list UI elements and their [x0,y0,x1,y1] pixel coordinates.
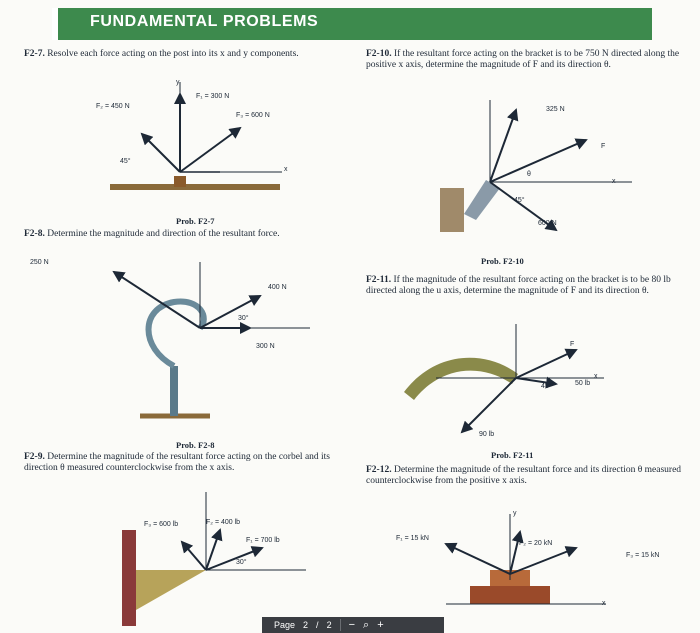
corbel [136,570,206,610]
section-header [52,8,652,40]
page-total: 2 [326,620,332,630]
label-400: 400 N [268,284,287,291]
force-f3-arrow [180,128,240,172]
label-f2: F₂ = 450 N [96,103,130,110]
wall [122,530,136,626]
force-f2-arrow [142,134,180,172]
force-f2-arrow [510,532,520,574]
pdf-page-toolbar [262,617,444,633]
problem-number: F2-10. [366,49,392,59]
force-f-arrow [516,350,576,378]
force-90-arrow [462,378,516,432]
label-f: F [570,341,575,348]
zoom-in-button[interactable]: + [377,619,384,631]
base-block [470,586,550,604]
problem-f2-12-statement [366,465,688,487]
force-f3-arrow [510,548,576,574]
caption-f2-8: Prob. F2-8 [176,440,215,450]
figure-f2-12 [406,510,646,618]
label-300: 300 N [256,343,275,350]
force-f-arrow [490,140,586,182]
label-f1: F₁ = 300 N [196,93,230,100]
problem-f2-8-statement [24,229,344,240]
label-f2: F₂ = 20 kN [519,540,553,547]
post [174,176,186,187]
problem-number: F2-7. [24,49,45,59]
label-angle: 45° [541,383,552,390]
label-90: 90 lb [479,431,495,438]
figure-f2-8 [100,258,330,426]
label-angle: 30° [236,559,247,566]
label-f1: F₁ = 15 kN [396,535,429,542]
section-title: FUNDAMENTAL PROBLEMS [90,13,319,30]
problem-f2-7-statement [24,49,344,60]
problem-number: F2-12. [366,465,392,475]
label-f1: F₁ = 700 lb [246,537,280,544]
problem-number: F2-9. [24,452,45,462]
label-y: y [176,79,180,86]
force-f3-arrow [182,542,206,570]
hook-shaft [170,366,178,416]
label-x: x [594,373,598,380]
toolbar-divider [340,619,341,631]
force-325-arrow [490,110,516,182]
label-250: 250 N [30,259,49,266]
label-angle: 45° [120,158,131,165]
label-f3: F₃ = 15 kN [626,552,660,559]
problem-f2-11-statement [366,275,688,297]
hook-curve [149,301,204,366]
problem-text: If the resultant force acting on the bracket is to be 750 N directed along the positive x axis, determine the magnitude of F and its direction θ. [366,49,680,70]
header-tab-marker [52,8,58,40]
force-f2-arrow [206,530,220,570]
problem-text: Determine the magnitude of the resultant force and its direction θ measured counterclockwise from the positive x axis. [366,465,682,486]
zoom-out-button[interactable]: − [348,619,356,631]
page-label: Page [274,620,296,630]
problem-text: Resolve each force acting on the post into its x and y components. [47,49,299,59]
label-f3: F₃ = 600 lb [144,521,179,528]
label-y: y [513,510,517,517]
support-plate [440,188,464,232]
problem-number: F2-8. [24,229,45,239]
label-theta: θ [527,171,531,178]
problem-text: Determine the magnitude of the resultant force acting on the corbel and its direction θ measured counterclockwise from the x axis. [24,452,331,473]
problem-number: F2-11. [366,275,392,285]
label-600: 600 N [538,220,557,227]
label-angle: 30° [238,315,249,322]
page-current[interactable]: 2 [303,620,309,630]
label-x: x [284,166,288,173]
page-separator: / [316,620,319,630]
force-f1-arrow [206,548,262,570]
problem-text: If the magnitude of the resultant force acting on the bracket is to be 80 lb directed along the u axis, determine the magnitude of F and its direction θ. [366,275,671,296]
force-f1-arrow [446,544,510,574]
label-325: 325 N [546,106,565,113]
label-angle: 45° [514,197,525,204]
label-f: F [601,143,606,150]
figure-f2-9 [116,486,316,626]
problem-f2-9-statement [24,452,346,474]
label-50: 50 lb [575,380,591,387]
caption-f2-10: Prob. F2-10 [481,256,524,266]
problem-text: Determine the magnitude and direction of the resultant force. [47,229,280,239]
caption-f2-11: Prob. F2-11 [491,450,534,460]
label-f2: F₂ = 400 lb [206,519,241,526]
problem-f2-10-statement [366,49,688,71]
force-400-arrow [200,296,260,328]
label-f3: F₃ = 600 N [236,112,270,119]
label-x: x [602,600,606,607]
label-x: x [612,178,616,185]
caption-f2-7: Prob. F2-7 [176,216,215,226]
zoom-icon[interactable]: ⌕ [363,619,370,631]
